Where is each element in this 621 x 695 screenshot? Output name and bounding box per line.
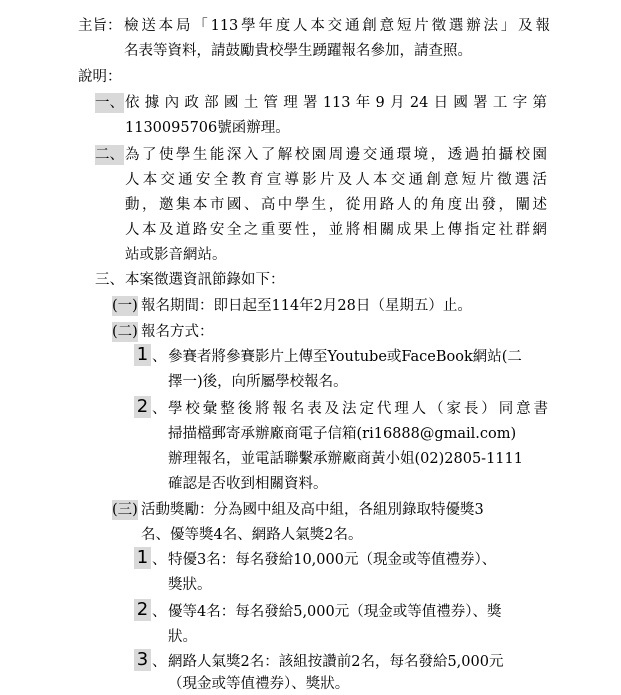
sub3-point3-line-2: （現金或等值禮券）、獎狀。 bbox=[168, 676, 350, 692]
sub2-point2-line-1: 學校彙整後將報名表及法定代理人（家長）同意書 bbox=[168, 401, 548, 417]
item1-line-1: 依據內政部國土管理署113年9月24日國署工字第 bbox=[125, 95, 547, 111]
explanation-label: 說明： bbox=[78, 69, 122, 85]
item2-marker: 二、 bbox=[95, 147, 124, 163]
sub2-point1-separator: 、 bbox=[152, 349, 167, 365]
item1-marker: 一、 bbox=[95, 95, 124, 111]
sub2-point1-line-1: 參賽者將參賽影片上傳至Youtube或FaceBook網站(二 bbox=[168, 349, 522, 365]
sub3-line-1: 活動獎勵：分為國中組及高中組，各組別錄取特優獎3 bbox=[141, 502, 484, 518]
sub3-point3-number: 3 bbox=[134, 649, 151, 671]
item2-line-2: 人本交通安全教育宣導影片及人本交通創意短片徵選活 bbox=[125, 172, 547, 188]
sub3-point3-line-1: 網路人氣獎2名：該組按讚前2名，每名發給5,000元 bbox=[168, 654, 504, 670]
sub2-point2-line-3: 辦理報名，並電話聯繫承辦廠商黃小姐(02)2805-1111 bbox=[168, 451, 523, 467]
item2-line-3: 動，邀集本市國、高中學生，從用路人的角度出發，闡述 bbox=[125, 197, 547, 213]
sub3-point1-separator: 、 bbox=[152, 552, 167, 568]
item2-line-4: 人本及道路安全之重要性，並將相關成果上傳指定社群網 bbox=[125, 222, 547, 238]
item3-marker: 三、 bbox=[95, 272, 124, 288]
sub2-point1-line-2: 擇一)後，向所屬學校報名。 bbox=[168, 374, 348, 390]
sub3-point2-separator: 、 bbox=[152, 604, 167, 620]
sub2-text: 報名方式： bbox=[141, 324, 214, 340]
sub3-point3-separator: 、 bbox=[152, 654, 167, 670]
sub3-marker: (三) bbox=[112, 502, 138, 518]
sub3-point1-line-1: 特優3名：每名發給10,000元（現金或等值禮券）、 bbox=[168, 552, 497, 568]
sub2-marker: (二) bbox=[112, 324, 138, 340]
item1-line-2: 1130095706號函辦理。 bbox=[125, 120, 290, 136]
sub2-point2-line-4: 確認是否收到相關資料。 bbox=[168, 476, 328, 492]
subject-line-1: 檢送本局「113學年度人本交通創意短片徵選辦法」及報 bbox=[124, 18, 550, 34]
sub1-marker: (一) bbox=[112, 298, 138, 314]
sub2-point2-line-2: 掃描檔郵寄承辦廠商電子信箱(ri16888@gmail.com) bbox=[168, 426, 517, 442]
sub2-point2-separator: 、 bbox=[152, 401, 167, 417]
item2-line-5: 站或影音網站。 bbox=[125, 247, 227, 263]
item3-text: 本案徵選資訊節錄如下： bbox=[125, 272, 285, 288]
sub1-text: 報名期間：即日起至114年2月28日（星期五）止。 bbox=[141, 298, 472, 314]
sub3-point2-line-2: 狀。 bbox=[168, 629, 197, 645]
sub3-point1-line-2: 獎狀。 bbox=[168, 577, 212, 593]
subject-line-2: 名表等資料，請鼓勵貴校學生踴躍報名參加，請查照。 bbox=[124, 43, 472, 59]
subject-label: 主旨： bbox=[78, 18, 122, 34]
sub2-point2-number: 2 bbox=[134, 396, 151, 418]
sub3-point2-number: 2 bbox=[134, 599, 151, 621]
sub3-point1-number: 1 bbox=[134, 547, 151, 569]
sub2-point1-number: 1 bbox=[134, 344, 151, 366]
sub3-point2-line-1: 優等4名：每名發給5,000元（現金或等值禮券）、獎 bbox=[168, 604, 502, 620]
sub3-line-2: 名、優等獎4名、網路人氣獎2名。 bbox=[141, 527, 363, 543]
item2-line-1: 為了使學生能深入了解校園周邊交通環境，透過拍攝校園 bbox=[125, 147, 547, 163]
